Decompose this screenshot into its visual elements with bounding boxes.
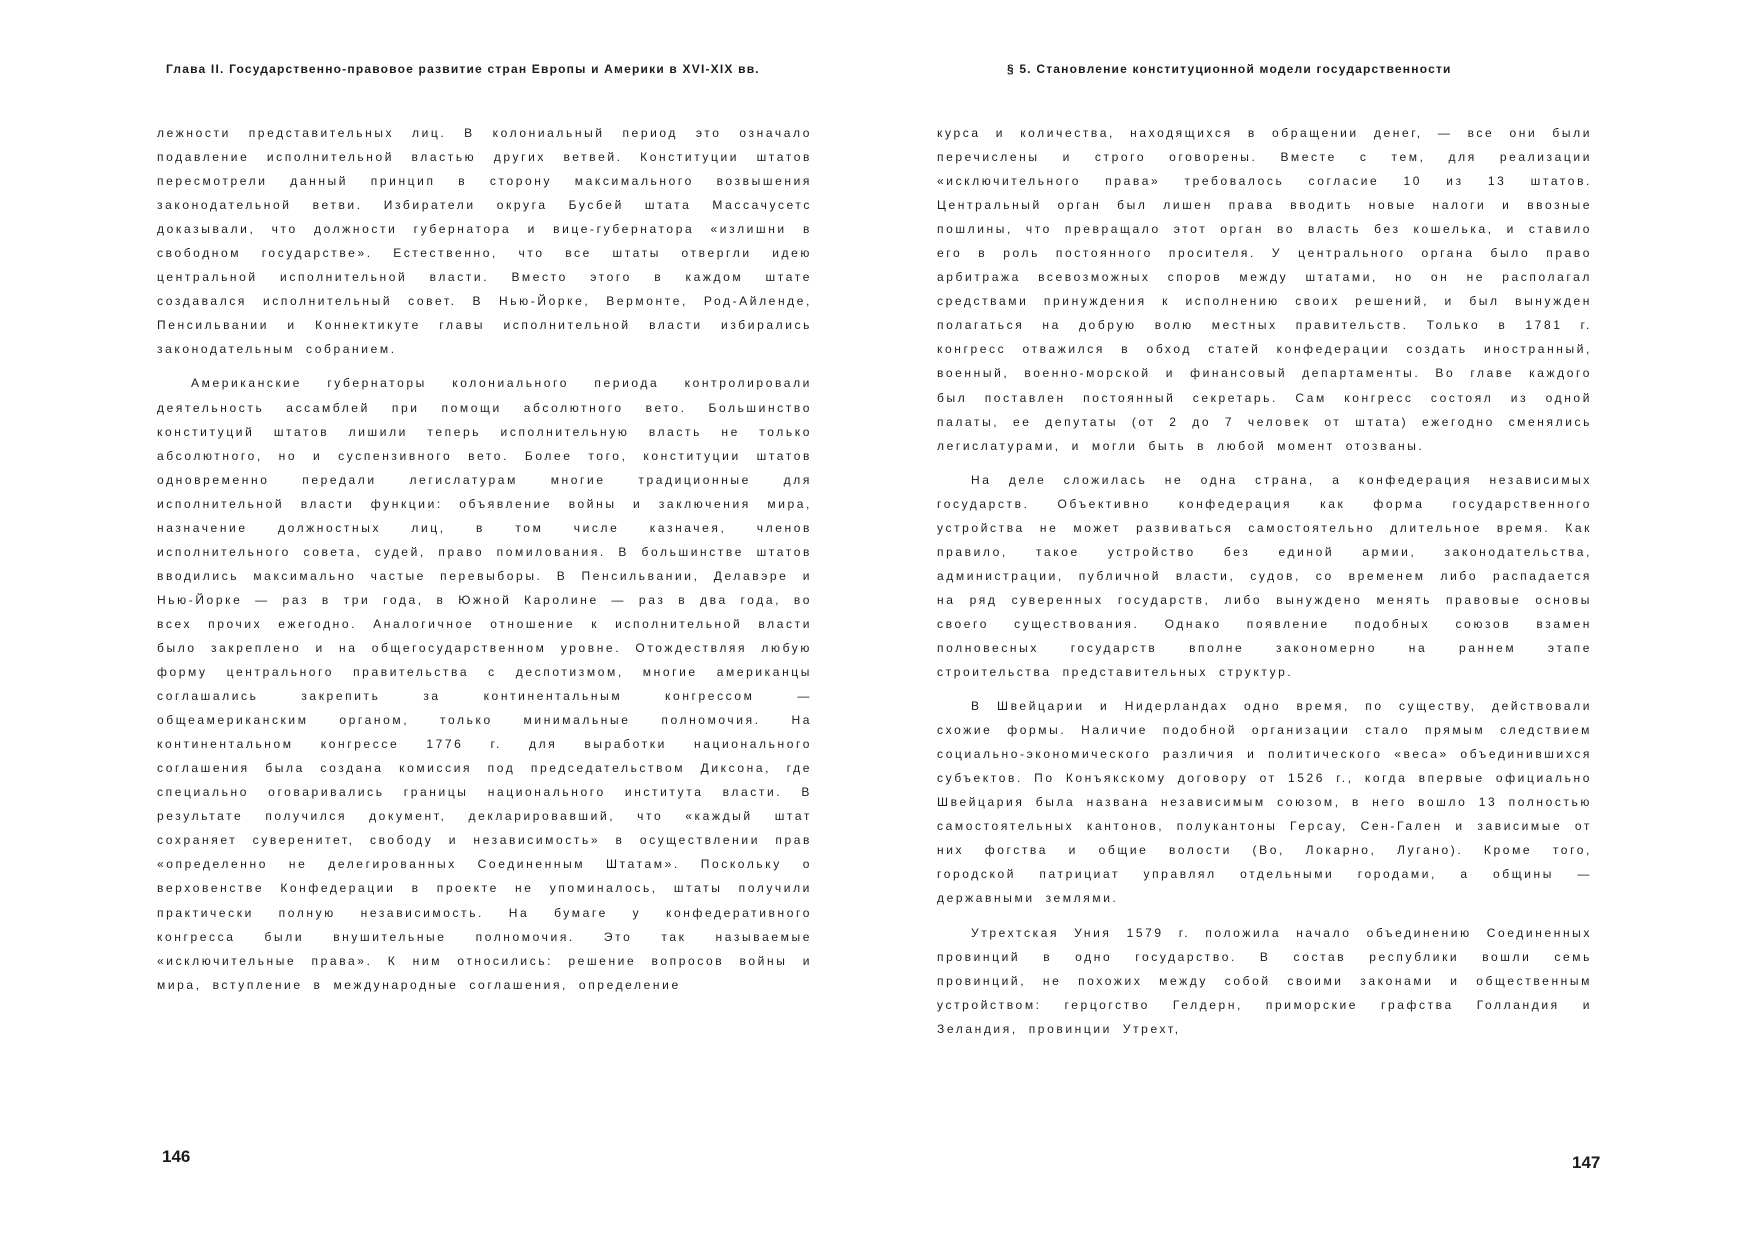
page-number-right: 147 (1572, 1153, 1601, 1172)
paragraph: курса и количества, находящихся в обращении денег, — все они были перечислены и строго оговорены. Вместе с тем, для реализации «исключительного права» требовалось согласие 10 из 13 штатов. Центральный орган был лишен права вводить новые налоги и ввозные пошлины, что превращало этот орган во власть без кошелька, и ставило его в роль постоянного просителя. У центрального органа было право арбитража всевозможных споров между штатами, но он не располагал средствами принуждения к исполнению своих решений, и был вынужден полагаться на добрую волю местных правительств. Только в 1781 г. конгресс отважился в обход статей конфедерации создать иностранный, военный, военно-морской и финансовый департаменты. Во главе каждого был поставлен постоянный секретарь. Сам конгресс состоял из одной палаты, ее депутаты (от 2 до 7 человек от штата) ежегодно сменялись легислатурами, и могли быть в любой момент отозваны. (937, 126, 1592, 453)
paragraph: Американские губернаторы колониального периода контролировали деятельность ассамблей при помощи абсолютного вето. Большинство конституций штатов лишили теперь исполнительную власть не только абсолютного, но и суспензивного вето. Более того, конституции штатов одновременно передали легислатурам многие традиционные для исполнительной власти функции: объявление войны и заключения мира, назначение должностных лиц, в том числе казначея, членов исполнительного совета, судей, право помилования. В большинстве штатов вводились максимально частые перевыборы. В Пенсильвании, Делавэре и Нью-Йорке — раз в три года, в Южной Каролине — раз в два года, во всех прочих ежегодно. Аналогичное отношение к исполнительной власти было закреплено и на общегосударственном уровне. Отождествляя любую форму центрального правительства с деспотизмом, многие американцы соглашались закрепить за континентальным конгрессом — общеамериканским органом, только минимальные полномочия. На континентальном конгрессе 1776 г. для выработки национального соглашения была создана комиссия под председательством Диксона, где специально оговаривались границы национального института власти. В результате получился документ, декларировавший, что «каждый штат сохраняет суверенитет, свободу и независимость» в осуществлении прав «определенно не делегированных Соединенным Штатам». Поскольку о верховенстве Конфедерации в проекте не упоминалось, штаты получили практически полную независимость. На бумаге у конфедеративного конгресса были внушительные полномочия. Это так называемые «исключительные права». К ним относились: решение вопросов войны и мира, вступление в международные соглашения, определение (157, 376, 812, 992)
text-column-left (157, 121, 812, 1007)
paragraph: Утрехтская Уния 1579 г. положила начало объединению Соединенных провинций в одно государство. В состав республики вошли семь провинций, не похожих между собой своими законами и общественным устройством: герцогство Гелдерн, приморские графства Голландия и Зеландия, провинции Утрехт, (937, 925, 1592, 1036)
page-number-left: 146 (162, 1147, 191, 1166)
paragraph: На деле сложилась не одна страна, а конфедерация независимых государств. Объективно конфедерация как форма государственного устройства не может развиваться самостоятельно длительное время. Как правило, такое устройство без единой армии, законодательства, администрации, публичной власти, судов, со временем либо распадается на ряд суверенных государств, либо вынуждено менять правовые основы своего существования. Однако появление подобных союзов взамен полновесных государств вполне закономерно на раннем этапе строительства представительных структур. (937, 472, 1592, 680)
right-page (877, 0, 1754, 1239)
running-head-right: § 5. Становление конституционной модели государственности (1007, 62, 1452, 76)
text-column-right (937, 121, 1592, 1051)
paragraph: В Швейцарии и Нидерландах одно время, по существу, действовали схожие формы. Наличие подобной организации стало прямым следствием социально-экономического различия и политического «веса» объединившихся субъектов. По Конъякскому договору от 1526 г., когда впервые официально Швейцария была названа независимым союзом, в него вошло 13 полностью самостоятельных кантонов, полукантоны Герсау, Сен-Гален и зависимые от них фогства и общие волости (Во, Локарно, Лугано). Кроме того, городской патрициат управлял отдельными городами, а общины — державными землями. (937, 699, 1592, 906)
running-head-left: Глава II. Государственно-правовое развитие стран Европы и Америки в XVI-XIX вв. (166, 62, 760, 76)
paragraph: лежности представительных лиц. В колониальный период это означало подавление исполнительной властью других ветвей. Конституции штатов пересмотрели данный принцип в сторону максимального возвышения законодательной ветви. Избиратели округа Бусбей штата Массачусетс доказывали, что должности губернатора и вице-губернатора «излишни в свободном государстве». Естественно, что все штаты отвергли идею центральной исполнительной власти. Вместо этого в каждом штате создавался исполнительный совет. В Нью-Йорке, Вермонте, Род-Айленде, Пенсильвании и Коннектикуте главы исполнительной власти избирались законодательным собранием. (157, 126, 812, 357)
